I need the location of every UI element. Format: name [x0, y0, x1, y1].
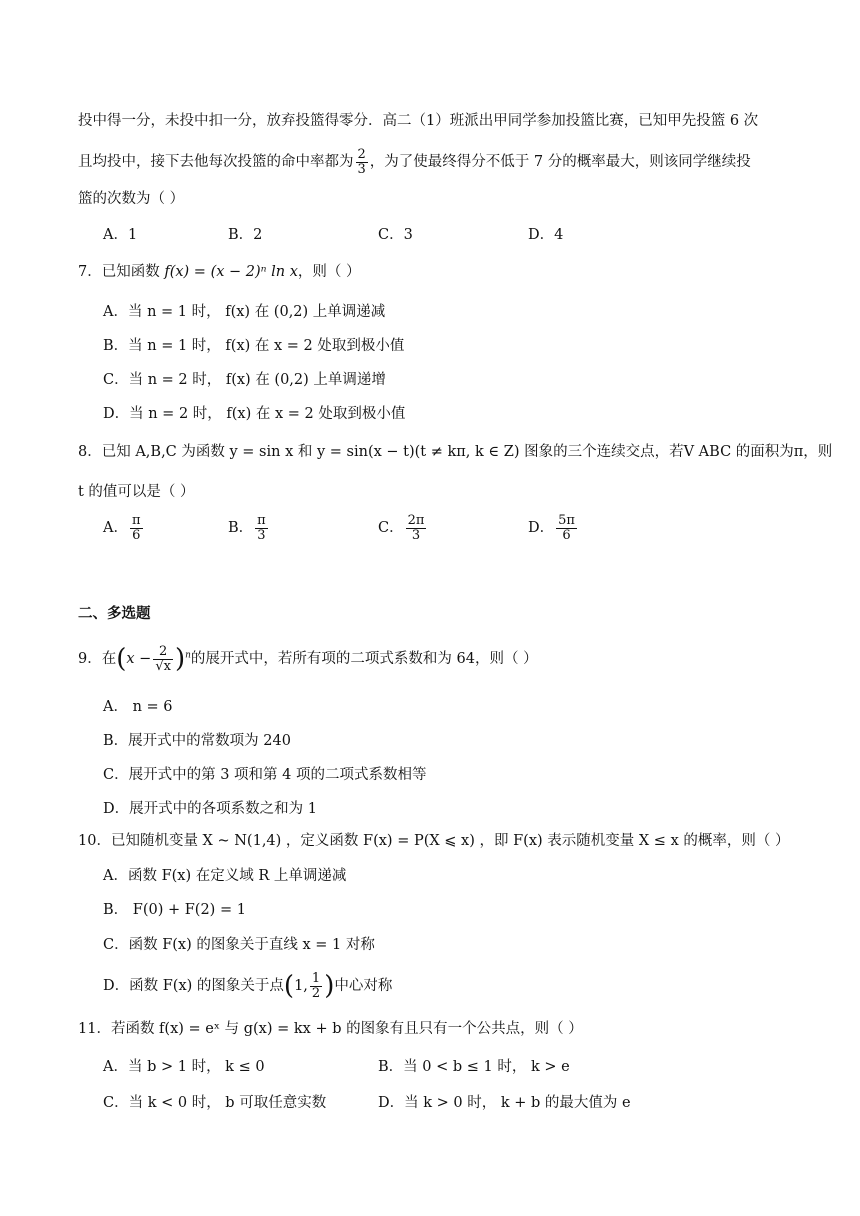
q10-stem: 10．已知随机变量 X ~ N(1,4) ，定义函数 F(x) = P(X ⩽ x) ，即 F(x) 表示随机变量 X ≤ x 的概率，则（ ）: [78, 833, 790, 849]
q11-option-a: A．当 b > 1 时， k ≤ 0: [103, 1059, 265, 1075]
q10-option-d: [103, 972, 392, 1000]
q8-option-a-label: A．: [103, 520, 128, 537]
q8-option-a-frac: [130, 514, 143, 542]
q11-option-d: D．当 k > 0 时， k + b 的最大值为 e: [378, 1095, 631, 1111]
q10-option-d-frac-num: 1: [311, 971, 321, 986]
q8-option-d-frac: [556, 514, 577, 542]
q8-option-b-label: B．: [228, 520, 254, 537]
q7-option-a: A．当 n = 1 时， f(x) 在 (0,2) 上单调递减: [103, 304, 386, 320]
q8-option-d-den: 6: [562, 527, 571, 543]
q9-option-b: B．展开式中的常数项为 240: [103, 733, 291, 749]
q7-option-c: C．当 n = 2 时， f(x) 在 (0,2) 上单调递增: [103, 372, 386, 388]
q6-line3: 篮的次数为（ ）: [78, 191, 185, 207]
q7-option-b: B．当 n = 1 时， f(x) 在 x = 2 处取到极小值: [103, 338, 405, 354]
q10-option-d-frac-den: 2: [311, 985, 321, 1001]
q8-option-b-num: π: [257, 513, 266, 528]
q8-line1: 8．已知 A,B,C 为函数 y = sin x 和 y = sin(x − t)(t ≠ kπ, k ∈ Z) 图象的三个连续交点，若V ABC 的面积为π，则: [78, 444, 833, 460]
q8-option-a-num: π: [131, 513, 141, 528]
q8-option-c-frac: [406, 514, 427, 542]
q8-option-a-den: 6: [132, 527, 141, 543]
q9-option-c: C．展开式中的第 3 项和第 4 项的二项式系数相等: [103, 767, 427, 783]
q11-option-c: C．当 k < 0 时， b 可取任意实数: [103, 1095, 327, 1111]
q9-exponent: n: [185, 650, 191, 661]
q10-option-d-left-paren: (: [283, 971, 295, 1002]
q7-stem-a: 7．已知函数: [78, 264, 165, 280]
q9-left-paren: (: [116, 644, 127, 675]
q9-stem: [78, 645, 538, 673]
q7-stem: [78, 262, 361, 282]
q6-line2-text-b: ，为了使最终得分不低于 7 分的概率最大，则该同学继续投: [369, 154, 751, 171]
q7-formula: f(x) = (x − 2)ⁿ ln x: [164, 264, 298, 280]
q10-option-a: A．函数 F(x) 在定义域 R 上单调递减: [103, 868, 347, 884]
q6-option-a: A．1: [103, 227, 138, 243]
q6-option-b: B．2: [228, 227, 263, 243]
q8-option-b: [228, 514, 270, 542]
q9-right-paren: ): [174, 644, 186, 675]
q9-number: 9．在: [78, 651, 117, 668]
q10-option-d-right-paren: ): [324, 971, 335, 1002]
q9-stem-b: 的展开式中，若所有项的二项式系数和为 64，则（ ）: [190, 651, 538, 668]
q10-option-d-frac: [310, 972, 322, 1000]
q10-option-c: C．函数 F(x) 的图象关于直线 x = 1 对称: [103, 937, 375, 953]
q9-expr-a: x −: [126, 651, 152, 668]
q11-option-b: B．当 0 < b ≤ 1 时， k > e: [378, 1059, 570, 1075]
q9-expr-frac-den: √x: [155, 658, 171, 674]
q8-option-c-label: C．: [378, 520, 404, 537]
q10-option-d-point: 1,: [294, 978, 308, 995]
section-heading-multi-choice: 二、多选题: [78, 605, 151, 622]
q9-option-a: A． n = 6: [103, 699, 173, 715]
q9-option-d: D．展开式中的各项系数之和为 1: [103, 801, 317, 817]
q7-option-d: D．当 n = 2 时， f(x) 在 x = 2 处取到极小值: [103, 406, 406, 422]
q6-option-c: C．3: [378, 227, 413, 243]
q6-frac-den: 3: [357, 161, 366, 177]
q6-line2: [78, 148, 751, 176]
q6-fraction: [356, 148, 368, 176]
q6-line2-text-a: 且均投中，接下去他每次投篮的命中率都为: [78, 154, 354, 171]
q10-option-d-text-a: D．函数 F(x) 的图象关于点: [103, 978, 284, 995]
q8-option-c-den: 3: [411, 527, 421, 543]
q8-line2: t 的值可以是（ ）: [78, 484, 195, 500]
q8-option-d-label: D．: [528, 520, 555, 537]
q8-option-a: [103, 514, 145, 542]
q10-option-d-text-b: 中心对称: [334, 978, 393, 995]
q8-option-b-frac: [255, 514, 268, 542]
q10-option-b: B． F(0) + F(2) = 1: [103, 902, 246, 918]
q9-expr-frac-num: 2: [153, 645, 173, 660]
q8-option-d: [528, 514, 579, 542]
q8-option-c: [378, 514, 428, 542]
q6-option-d: D．4: [528, 227, 564, 243]
q11-stem: 11．若函数 f(x) = eˣ 与 g(x) = kx + b 的图象有且只有一个公共点，则（ ）: [78, 1021, 583, 1037]
q6-frac-num: 2: [357, 147, 366, 162]
q6-line1: 投中得一分，未投中扣一分，放弃投篮得零分．高二（1）班派出甲同学参加投篮比赛，已知甲先投篮 6 次: [78, 113, 759, 129]
q8-option-c-num: 2π: [407, 513, 425, 528]
q8-option-d-num: 5π: [558, 513, 575, 528]
q9-expr-frac: [153, 645, 173, 673]
q8-option-b-den: 3: [257, 527, 266, 543]
q7-stem-b: ，则（ ）: [297, 264, 361, 280]
